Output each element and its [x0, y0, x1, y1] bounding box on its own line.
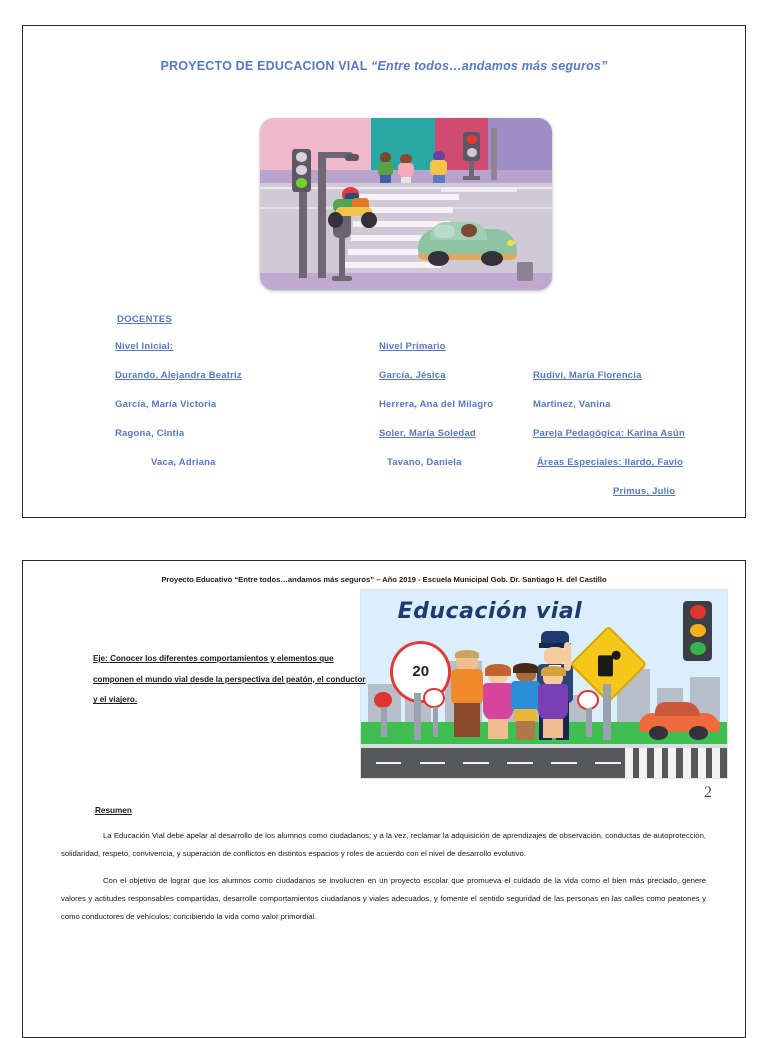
table-row — [115, 399, 705, 428]
street-scene-illustration — [260, 118, 552, 290]
no-parking-sign — [577, 690, 599, 711]
eje-text: Eje: Conocer los diferentes comportamientos y elementos que componen el mundo vial desde la perspectiva del peatón, el conductor y el viajero. — [93, 654, 366, 705]
adult-figure — [449, 652, 486, 737]
teacher-name-grid — [115, 341, 705, 515]
resumen-heading: Resumen — [95, 806, 132, 815]
resumen-paragraph-2: Con el objetivo de lograr que los alumnos como ciudadanos se involucren en un proyecto escolar que promueva el cuidado de la vida como el bien más preciado, genere valores y actitudes responsables compartidas, desarrolle comportamientos ciudadanos y viales adecuados, y fomente el sentido seguridad de las personas en las calles como peatones y como conductores de vehículos; concibiendo la vida como valor primordial. — [61, 876, 706, 922]
speed-limit-value: 20 — [412, 663, 430, 681]
green-car — [418, 221, 517, 266]
traffic-light-right-icon — [463, 132, 481, 161]
nivel-primario-label: Nivel Primario — [379, 341, 446, 352]
educacion-vial-illustration — [360, 589, 728, 779]
teacher-name: Primus, Julio — [613, 486, 676, 497]
traffic-light-icon — [683, 601, 712, 661]
teacher-name: García, Jésica — [379, 370, 446, 381]
teacher-name: García, María Victoria — [115, 399, 217, 410]
page-title-quoted: “Entre todos…andamos más seguros” — [371, 59, 608, 73]
document-page-1 — [22, 25, 746, 518]
table-row — [115, 341, 705, 370]
illustration-watermark: solostockvector.com — [509, 283, 546, 288]
teacher-name: Rudiví, María Florencia — [533, 370, 642, 381]
page-title-main: PROYECTO DE EDUCACION VIAL — [160, 59, 371, 73]
illustration-banner-text: Educación vial — [397, 599, 583, 625]
teacher-name: Martinez, Vanina — [533, 399, 611, 410]
traffic-light-icon — [292, 149, 311, 192]
teacher-name: Tavano, Daniela — [387, 457, 462, 468]
docentes-heading: DOCENTES — [117, 314, 173, 325]
teacher-name: Soler, María Soledad — [379, 428, 476, 439]
nivel-inicial-label: Nivel Inicial: — [115, 341, 174, 352]
page-number: 2 — [704, 784, 712, 801]
table-row — [115, 486, 705, 515]
pareja-pedagogica: Pareja Pedagógica: Karina Asún — [533, 428, 685, 439]
document-page-2 — [22, 560, 746, 1038]
resumen-paragraph-1: La Educación Vial debe apelar al desarrollo de los alumnos como ciudadanos; y a la vez, reclamar la adquisición de aprendizajes de observación, conductas de autoprotección, solidaridad, respeto, convivencia, y superación de conflictos en distintos espacios y roles de acuerdo con el nivel de desarrollo evolutivo. — [61, 831, 706, 859]
eje-statement — [93, 649, 368, 711]
resumen-body — [61, 827, 706, 935]
areas-especiales: Áreas Especiales: Ilardo, Favio — [537, 457, 684, 468]
teacher-name: Vaca, Adriana — [151, 457, 216, 468]
table-row — [115, 370, 705, 399]
page-title — [23, 59, 745, 73]
teacher-name: Herrera, Ana del Milagro — [379, 399, 494, 410]
motorcyclist — [324, 187, 388, 230]
table-row — [115, 428, 705, 457]
page-header: Proyecto Educativo “Entre todos…andamos más seguros” – Año 2019 - Escuela Municipal Gob. Dr. Santiago H. del Castillo — [161, 575, 607, 584]
teacher-name: Durando, Alejandra Beatriz — [115, 370, 242, 381]
child-figure — [537, 669, 570, 739]
orange-car — [639, 699, 720, 740]
teacher-name: Ragona, Cintia — [115, 428, 185, 439]
table-row — [115, 457, 705, 486]
